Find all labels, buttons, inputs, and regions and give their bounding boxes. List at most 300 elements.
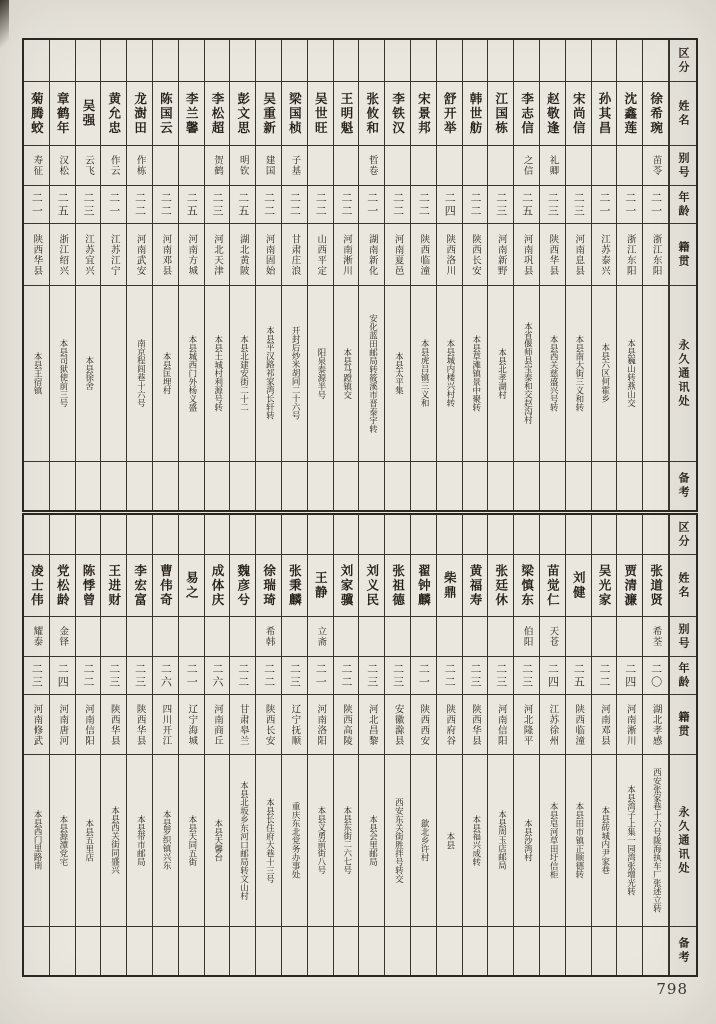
- alias-text: 寿征: [31, 155, 43, 176]
- alias-text: 希荃: [650, 626, 662, 647]
- alias-text: 作云: [108, 155, 120, 176]
- cell-address: [230, 755, 256, 927]
- origin-text: 辽宁海城: [186, 703, 198, 746]
- cell-name: [282, 82, 308, 146]
- name-text: 彭文思: [235, 91, 251, 136]
- cell-region: [230, 40, 256, 82]
- origin-text: 河南息县: [573, 233, 585, 276]
- cell-age: [566, 186, 592, 224]
- name-text: 成体庆: [209, 563, 225, 608]
- cell-region: [50, 40, 76, 82]
- address-text: 本县西关街同盛兴: [109, 806, 120, 874]
- age-text: 二六: [210, 662, 224, 689]
- cell-alias: [153, 617, 179, 657]
- name-text: 徐希琬: [648, 91, 664, 136]
- cell-remark: [256, 927, 282, 975]
- address-text: 本县西门里路南: [32, 810, 43, 870]
- cell-address: [643, 286, 669, 462]
- cell-alias: [308, 146, 334, 186]
- cell-age: [463, 657, 489, 695]
- cell-region: [101, 515, 127, 555]
- cell-origin: [385, 695, 411, 755]
- age-text: 二二: [262, 191, 276, 218]
- cell-region: [463, 40, 489, 82]
- cell-alias: [592, 146, 618, 186]
- cell-address: [617, 755, 643, 927]
- cell-alias: [230, 146, 256, 186]
- cell-region: [566, 40, 592, 82]
- age-text: 二二: [468, 191, 482, 218]
- cell-name: [127, 555, 153, 617]
- cell-remark: [179, 462, 205, 510]
- cell-region: [540, 515, 566, 555]
- origin-text: 江苏宜兴: [82, 233, 94, 276]
- cell-origin: [359, 224, 385, 286]
- cell-remark: [411, 462, 437, 510]
- cell-remark: [153, 462, 179, 510]
- cell-origin: [101, 695, 127, 755]
- cell-region: [437, 40, 463, 82]
- cell-name: [540, 555, 566, 617]
- age-text: 二一: [417, 662, 431, 689]
- age-text: 二二: [81, 662, 95, 689]
- cell-origin: [566, 695, 592, 755]
- cell-region: [282, 40, 308, 82]
- cell-remark: [230, 927, 256, 975]
- registry-table-top: [22, 38, 698, 512]
- cell-age: [592, 657, 618, 695]
- cell-alias: [282, 617, 308, 657]
- address-text: 本县虎吕镇三义和: [419, 339, 430, 407]
- name-text: 黄福寿: [467, 563, 483, 608]
- cell-region: [488, 40, 514, 82]
- cell-name: [334, 555, 360, 617]
- cell-origin: [282, 695, 308, 755]
- cell-age: [592, 186, 618, 224]
- cell-name: [179, 555, 205, 617]
- cell-age: [101, 186, 127, 224]
- age-text: 二二: [314, 191, 328, 218]
- cell-age: [617, 657, 643, 695]
- row-label-region: [669, 40, 696, 82]
- origin-text: 河南新野: [495, 233, 507, 276]
- alias-text: 希韩: [263, 626, 275, 647]
- age-text: 二三: [572, 191, 586, 218]
- cell-alias: [24, 146, 50, 186]
- cell-name: [230, 555, 256, 617]
- address-text: 本县北孝湖村: [496, 347, 507, 399]
- age-text: 二〇: [649, 662, 663, 689]
- cell-name: [334, 82, 360, 146]
- cell-address: [127, 755, 153, 927]
- cell-alias: [205, 146, 231, 186]
- address-text: 西安张家巷十六号陇海执车厂张述立转: [651, 767, 662, 913]
- cell-region: [540, 40, 566, 82]
- cell-remark: [540, 462, 566, 510]
- cell-remark: [359, 462, 385, 510]
- cell-origin: [437, 695, 463, 755]
- name-text: 黄允忠: [106, 91, 122, 136]
- name-text: 陈悸曾: [80, 563, 96, 608]
- cell-alias: [592, 617, 618, 657]
- row-label-text: 年龄: [676, 661, 690, 690]
- cell-remark: [230, 462, 256, 510]
- origin-text: 河北隆平: [521, 703, 533, 746]
- name-text: 张秉麟: [287, 563, 303, 608]
- cell-region: [256, 515, 282, 555]
- cell-alias: [385, 146, 411, 186]
- cell-address: [566, 755, 592, 927]
- cell-age: [101, 657, 127, 695]
- row-label-origin: [669, 224, 696, 286]
- alias-text: 耀泰: [31, 626, 43, 647]
- alias-text: 建国: [263, 155, 275, 176]
- origin-text: 河南信阳: [82, 703, 94, 746]
- cell-name: [256, 555, 282, 617]
- cell-age: [540, 657, 566, 695]
- cell-age: [179, 657, 205, 695]
- age-text: 二三: [494, 191, 508, 218]
- cell-region: [514, 40, 540, 82]
- origin-text: 河南唐河: [57, 703, 69, 746]
- age-text: 二五: [572, 662, 586, 689]
- cell-name: [308, 82, 334, 146]
- age-text: 二二: [288, 191, 302, 218]
- age-text: 二三: [520, 662, 534, 689]
- row-label-text: 别号: [676, 151, 690, 180]
- name-text: 张攸和: [364, 91, 380, 136]
- cell-remark: [334, 462, 360, 510]
- cell-address: [24, 755, 50, 927]
- origin-text: 甘肃皋兰: [237, 703, 249, 746]
- address-text: 本县城西门外杨义盛: [186, 334, 197, 412]
- name-text: 柴鼎: [442, 571, 458, 600]
- cell-address: [592, 755, 618, 927]
- cell-address: [205, 755, 231, 927]
- cell-address: [463, 286, 489, 462]
- cell-age: [256, 186, 282, 224]
- registry-table-bottom: [22, 513, 698, 977]
- cell-remark: [617, 927, 643, 975]
- cell-age: [205, 186, 231, 224]
- cell-name: [153, 82, 179, 146]
- cell-alias: [153, 146, 179, 186]
- cell-name: [566, 82, 592, 146]
- age-text: 二三: [107, 662, 121, 689]
- age-text: 二一: [30, 191, 44, 218]
- cell-remark: [643, 927, 669, 975]
- address-text: 本县城内楼兴村转: [444, 339, 455, 407]
- cell-alias: [463, 617, 489, 657]
- cell-origin: [359, 695, 385, 755]
- cell-address: [230, 286, 256, 462]
- address-text: 本县源潭党宅: [57, 814, 68, 866]
- cell-origin: [205, 224, 231, 286]
- cell-address: [359, 286, 385, 462]
- address-text: 本县土城村利源号转: [212, 334, 223, 412]
- alias-text: 子基: [289, 155, 301, 176]
- address-text: 南京程闾巷十六号: [135, 339, 146, 407]
- address-text: 本县太平集: [393, 351, 404, 395]
- cell-remark: [463, 927, 489, 975]
- origin-text: 陕西府谷: [444, 703, 456, 746]
- origin-text: 河南洛阳: [315, 703, 327, 746]
- name-text: 宋尚信: [571, 91, 587, 136]
- age-text: 二三: [30, 662, 44, 689]
- cell-region: [101, 40, 127, 82]
- name-text: 江国栋: [493, 91, 509, 136]
- row-label-address: [669, 286, 696, 462]
- cell-remark: [76, 927, 102, 975]
- cell-name: [308, 555, 334, 617]
- cell-name: [617, 555, 643, 617]
- age-text: 二三: [210, 191, 224, 218]
- cell-address: [488, 286, 514, 462]
- cell-alias: [76, 617, 102, 657]
- alias-text: 贺鹤: [211, 155, 223, 176]
- cell-region: [437, 515, 463, 555]
- address-text: 本县长住府大巷十三号: [264, 797, 275, 883]
- row-label-text: 永久通讯处: [676, 805, 690, 876]
- cell-address: [24, 286, 50, 462]
- cell-age: [230, 186, 256, 224]
- cell-alias: [643, 617, 669, 657]
- cell-origin: [540, 224, 566, 286]
- cell-name: [514, 82, 540, 146]
- cell-address: [256, 755, 282, 927]
- row-label-name: [669, 82, 696, 146]
- row-label-remark: [669, 462, 696, 510]
- cell-remark: [437, 927, 463, 975]
- cell-region: [359, 515, 385, 555]
- name-text: 李兰馨: [184, 91, 200, 136]
- cell-origin: [256, 224, 282, 286]
- cell-name: [437, 82, 463, 146]
- address-text: 本县北坂乡东河口邮局转文山村: [238, 780, 249, 900]
- cell-age: [566, 657, 592, 695]
- cell-name: [359, 555, 385, 617]
- row-label-age: [669, 186, 696, 224]
- name-text: 菊腾蛟: [29, 91, 45, 136]
- cell-remark: [179, 927, 205, 975]
- cell-region: [592, 40, 618, 82]
- cell-origin: [334, 224, 360, 286]
- cell-name: [230, 82, 256, 146]
- age-text: 二三: [468, 662, 482, 689]
- cell-region: [617, 515, 643, 555]
- name-text: 党松龄: [55, 563, 71, 608]
- age-text: 二一: [623, 191, 637, 218]
- cell-origin: [230, 695, 256, 755]
- age-text: 二五: [56, 191, 70, 218]
- cell-age: [50, 186, 76, 224]
- cell-alias: [50, 146, 76, 186]
- cell-address: [514, 755, 540, 927]
- name-text: 韩世舫: [467, 91, 483, 136]
- age-text: 二二: [159, 191, 173, 218]
- cell-region: [566, 515, 592, 555]
- cell-alias: [488, 617, 514, 657]
- cell-alias: [617, 146, 643, 186]
- cell-age: [24, 657, 50, 695]
- cell-origin: [24, 695, 50, 755]
- origin-text: 浙江绍兴: [57, 233, 69, 276]
- name-text: 龙澍田: [132, 91, 148, 136]
- cell-age: [411, 657, 437, 695]
- cell-name: [385, 555, 411, 617]
- name-text: 贾清濂: [622, 563, 638, 608]
- address-text: 歙北乡许村: [419, 818, 430, 862]
- cell-region: [334, 40, 360, 82]
- age-text: 二五: [520, 191, 534, 218]
- cell-age: [127, 657, 153, 695]
- cell-age: [411, 186, 437, 224]
- cell-origin: [153, 224, 179, 286]
- address-text: 本县司狱使前三号: [57, 339, 68, 407]
- cell-origin: [127, 224, 153, 286]
- cell-remark: [566, 927, 592, 975]
- row-label-text: 永久通讯处: [676, 338, 690, 409]
- cell-region: [179, 40, 205, 82]
- cell-name: [24, 82, 50, 146]
- cell-alias: [127, 617, 153, 657]
- cell-alias: [514, 617, 540, 657]
- row-label-alias: [669, 146, 696, 186]
- cell-address: [76, 755, 102, 927]
- age-text: 二三: [81, 191, 95, 218]
- row-label-origin: [669, 695, 696, 755]
- cell-remark: [334, 927, 360, 975]
- cell-remark: [463, 462, 489, 510]
- cell-age: [127, 186, 153, 224]
- cell-alias: [411, 617, 437, 657]
- cell-region: [205, 515, 231, 555]
- cell-remark: [308, 462, 334, 510]
- age-text: 二二: [597, 662, 611, 689]
- cell-alias: [359, 146, 385, 186]
- cell-origin: [463, 224, 489, 286]
- origin-text: 四川开江: [160, 703, 172, 746]
- cell-age: [359, 186, 385, 224]
- origin-text: 河北昌黎: [366, 703, 378, 746]
- cell-age: [205, 657, 231, 695]
- row-label-text: 别号: [676, 622, 690, 651]
- origin-text: 湖北孝感: [650, 703, 662, 746]
- age-text: 二二: [236, 662, 250, 689]
- cell-alias: [256, 146, 282, 186]
- cell-address: [256, 286, 282, 462]
- cell-region: [334, 515, 360, 555]
- cell-address: [334, 286, 360, 462]
- row-label-text: 备考: [676, 937, 690, 965]
- row-label-text: 年龄: [676, 190, 690, 219]
- cell-address: [127, 286, 153, 462]
- alias-text: 立斋: [315, 626, 327, 647]
- name-text: 张廷休: [493, 563, 509, 608]
- age-text: 二三: [365, 662, 379, 689]
- cell-address: [643, 755, 669, 927]
- cell-age: [437, 186, 463, 224]
- cell-address: [179, 286, 205, 462]
- cell-name: [50, 82, 76, 146]
- cell-age: [463, 186, 489, 224]
- cell-alias: [179, 146, 205, 186]
- cell-name: [76, 555, 102, 617]
- cell-alias: [101, 146, 127, 186]
- cell-address: [308, 286, 334, 462]
- address-text: 本县湾子上集一园湾张增光转: [625, 784, 636, 896]
- cell-address: [540, 286, 566, 462]
- cell-remark: [385, 462, 411, 510]
- alias-text: 伯阳: [521, 626, 533, 647]
- cell-name: [50, 555, 76, 617]
- cell-name: [463, 555, 489, 617]
- cell-origin: [592, 224, 618, 286]
- name-text: 刘健: [571, 571, 587, 600]
- name-text: 李志信: [519, 91, 535, 136]
- cell-name: [437, 555, 463, 617]
- cell-name: [514, 555, 540, 617]
- age-text: 二一: [314, 662, 328, 689]
- cell-alias: [617, 617, 643, 657]
- cell-origin: [50, 224, 76, 286]
- name-text: 徐瑞琦: [261, 563, 277, 608]
- cell-age: [179, 186, 205, 224]
- name-text: 魏彦兮: [235, 563, 251, 608]
- cell-alias: [411, 146, 437, 186]
- name-text: 宋景邦: [416, 91, 432, 136]
- cell-remark: [205, 927, 231, 975]
- cell-age: [76, 657, 102, 695]
- cell-origin: [153, 695, 179, 755]
- cell-remark: [488, 462, 514, 510]
- origin-text: 河南淅川: [624, 703, 636, 746]
- cell-origin: [566, 224, 592, 286]
- origin-text: 陕西洛川: [444, 233, 456, 276]
- cell-remark: [256, 462, 282, 510]
- origin-text: 河南商丘: [211, 703, 223, 746]
- cell-origin: [643, 695, 669, 755]
- row-label-text: 姓名: [676, 571, 690, 600]
- cell-address: [437, 286, 463, 462]
- age-text: 二二: [391, 191, 405, 218]
- cell-remark: [514, 462, 540, 510]
- alias-text: 之信: [521, 155, 533, 176]
- cell-remark: [153, 927, 179, 975]
- origin-text: 湖北黄陂: [237, 233, 249, 276]
- cell-region: [256, 40, 282, 82]
- cell-name: [127, 82, 153, 146]
- cell-region: [205, 40, 231, 82]
- name-text: 吴世旺: [313, 91, 329, 136]
- name-text: 李铁汉: [390, 91, 406, 136]
- age-text: 二一: [597, 191, 611, 218]
- name-text: 曹伟奇: [158, 563, 174, 608]
- cell-origin: [411, 695, 437, 755]
- cell-age: [334, 186, 360, 224]
- origin-text: 陕西华县: [469, 703, 481, 746]
- cell-address: [153, 755, 179, 927]
- name-text: 孙其昌: [596, 91, 612, 136]
- address-text: 本省偃师县宝泰和交赵沟村: [522, 322, 533, 424]
- cell-region: [359, 40, 385, 82]
- origin-text: 湖南新化: [366, 233, 378, 276]
- cell-origin: [514, 695, 540, 755]
- origin-text: 河南修武: [31, 703, 43, 746]
- cell-region: [385, 40, 411, 82]
- cell-age: [437, 657, 463, 695]
- cell-region: [411, 515, 437, 555]
